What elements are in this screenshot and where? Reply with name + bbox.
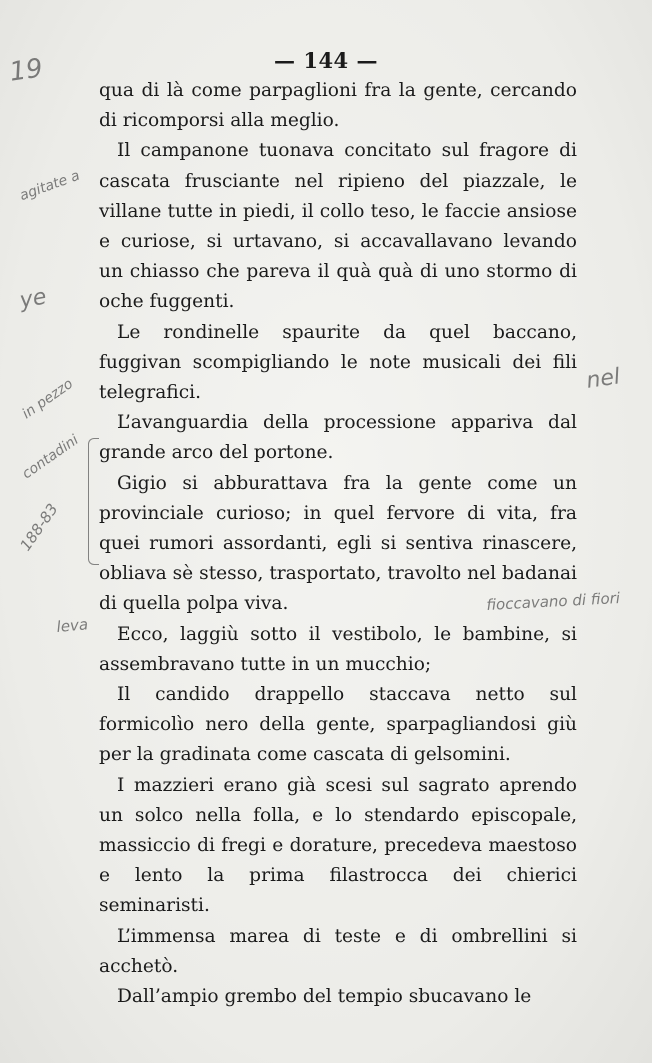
paragraph: Il candido drappello staccava netto sul formicolìo nero della gente, sparpagliandosi giù per la gradinata come cascata di gelsomini. — [99, 684, 577, 766]
paragraph: Ecco, laggiù sotto il vestibolo, le bambine, si assembravano tutte in un mucchio; — [99, 623, 577, 675]
paragraph: Le rondinelle spaurite da quel baccano, fuggivan scompigliando le note musicali dei fili telegrafici. — [99, 321, 577, 404]
margin-annotation: nel — [584, 364, 622, 394]
paragraph: L’avanguardia della processione appariva dal grande arco del portone. — [99, 412, 577, 464]
margin-annotation: 188-83 — [16, 500, 62, 555]
margin-annotation: 19 — [7, 53, 45, 88]
body-text — [99, 76, 577, 1012]
paragraph: qua di là come parpaglioni fra la gente, cercando di ricomporsi alla meglio. — [99, 80, 577, 132]
margin-annotation: ye — [17, 284, 49, 314]
paragraph: L’immensa marea di teste e di ombrellini si acchetò. — [99, 925, 577, 977]
paragraph: Gigio si abburattava fra la gente come un provinciale curioso; in quel fervore di vita, fra quei rumori assordanti, egli si sentiva rinascere, obliava sè stesso, trasportato, travolto nel badanai di quella polpa viva. — [99, 472, 577, 615]
paragraph: I mazzieri erano già scesi sul sagrato aprendo un solco nella folla, e lo stendardo episcopale, massiccio di fregi e dorature, precedeva maestoso e lento la prima filastrocca dei chierici seminaristi. — [99, 774, 577, 917]
margin-annotation: fioccavano di fiori — [485, 589, 621, 614]
paragraph: Il campanone tuonava concitato sul fragore di cascata frusciante nel ripieno del piazzale, le villane tutte in piedi, il collo teso, le faccie ansiose e curiose, si urtavano, si accavallavano levando un chiasso che pareva il quà quà di uno stormo di oche fuggenti. — [99, 140, 577, 313]
page-number: — 144 — — [274, 48, 378, 73]
paragraph: Dall’ampio grembo del tempio sbucavano le — [117, 986, 532, 1008]
margin-annotation: contadini — [19, 432, 82, 483]
margin-annotation: in pezzo — [19, 375, 77, 423]
handwritten-bracket — [88, 438, 99, 565]
margin-annotation: leva — [55, 615, 89, 636]
margin-annotation: agitate a — [17, 167, 82, 205]
